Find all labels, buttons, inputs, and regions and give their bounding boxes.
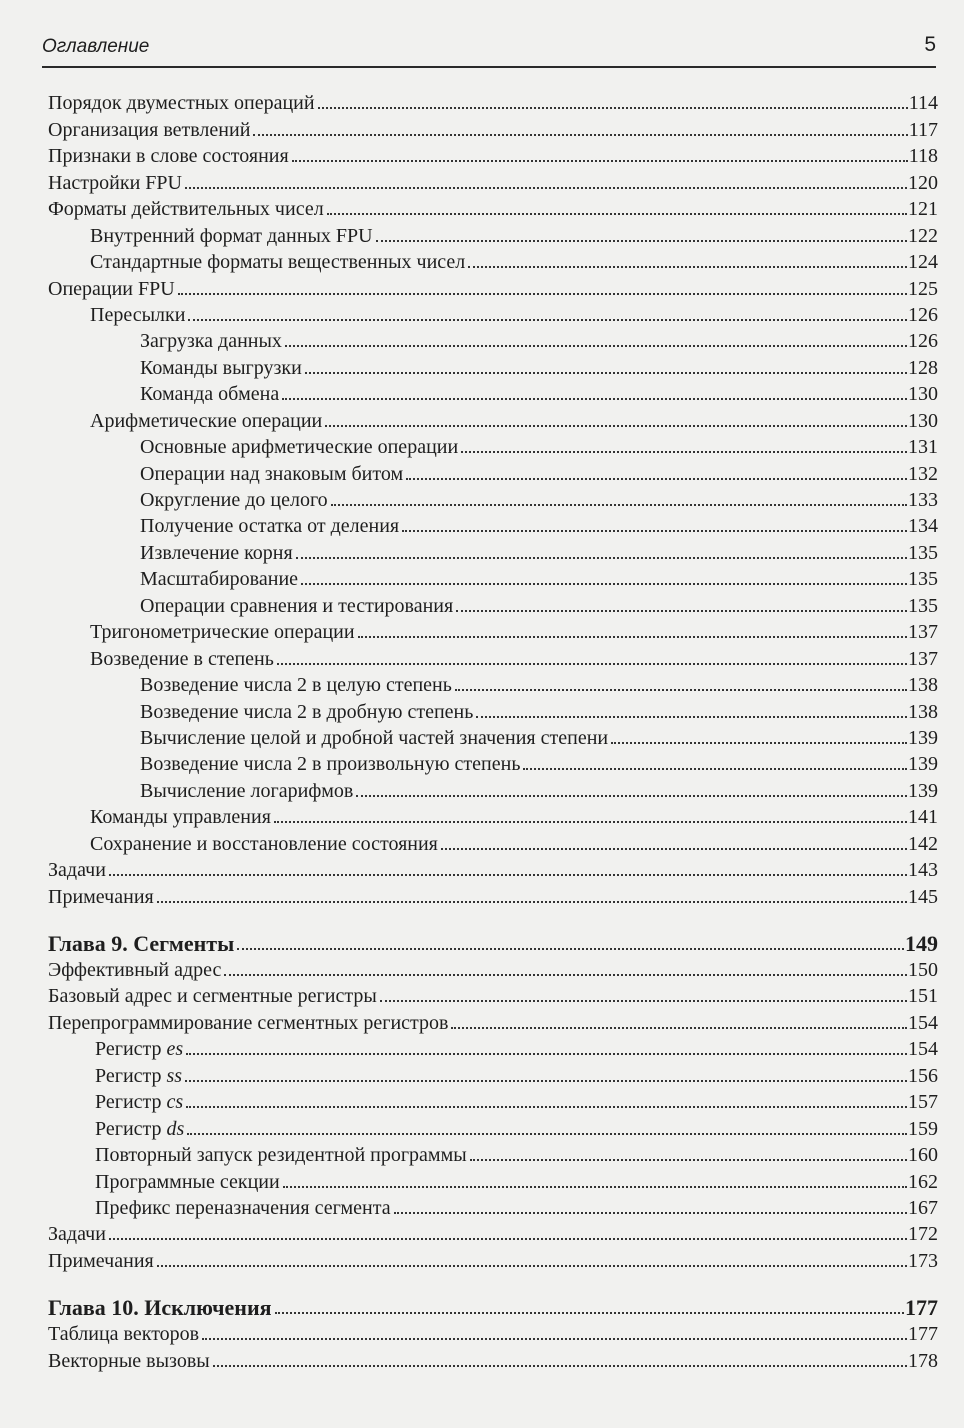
toc-entry-title	[95, 1091, 183, 1113]
toc-entry-title	[90, 833, 438, 855]
toc-entry-title	[95, 1197, 391, 1219]
toc-entry	[48, 300, 938, 326]
dot-leader	[253, 134, 907, 136]
toc-entry-title	[95, 1144, 467, 1166]
toc-entry	[48, 220, 938, 246]
toc-page-number: 120	[908, 171, 938, 194]
toc-entry-title	[48, 1250, 154, 1272]
toc-entry-title	[95, 1171, 280, 1193]
dot-leader	[325, 425, 907, 427]
dot-leader	[461, 451, 907, 453]
toc-page-number: 132	[908, 462, 938, 485]
toc-page-number: 154	[908, 1038, 938, 1061]
toc-entry-title	[90, 251, 465, 273]
toc-entry-title	[95, 1065, 182, 1087]
dot-leader	[470, 1159, 907, 1161]
toc-entry-title	[90, 648, 274, 670]
toc-entry	[48, 1219, 938, 1245]
toc-entry-label: Векторные вызовы	[48, 1349, 210, 1372]
toc-entry-title	[48, 198, 324, 220]
dot-leader	[331, 504, 907, 506]
toc-entry	[48, 273, 938, 299]
toc-entry	[48, 981, 938, 1007]
register-name: cs	[166, 1091, 184, 1114]
toc-entry-title	[48, 145, 289, 167]
dot-leader	[476, 716, 907, 718]
dot-leader	[406, 478, 907, 480]
toc-page-number: 167	[908, 1196, 938, 1219]
toc-chapter-entry	[48, 1291, 938, 1319]
toc-page-number: 124	[908, 251, 938, 274]
toc-entry-title	[140, 330, 282, 352]
toc-entry	[48, 379, 938, 405]
dot-leader	[109, 1238, 907, 1240]
toc-entry-title	[140, 463, 403, 485]
toc-entry-label: Округление до целого	[140, 489, 328, 511]
toc-entry-title	[48, 959, 221, 981]
toc-entry	[48, 1245, 938, 1271]
toc-entry-title	[90, 806, 271, 828]
toc-entry-label: Регистр	[95, 1091, 162, 1114]
dot-leader	[157, 901, 907, 903]
toc-page-number: 138	[908, 674, 938, 697]
running-header-title: Оглавление	[42, 36, 150, 57]
toc-page-number: 130	[908, 383, 938, 406]
toc-entry-title	[95, 1118, 184, 1140]
dot-leader	[285, 345, 907, 347]
dot-leader	[451, 1027, 907, 1029]
toc-page-number: 135	[908, 568, 938, 591]
toc-entry	[48, 643, 938, 669]
toc-entry-label: Регистр	[95, 1038, 162, 1061]
toc-entry-label: Префикс переназначения сегмента	[95, 1196, 391, 1219]
toc-entry-label: Возведение числа 2 в произвольную степень	[140, 753, 521, 776]
toc-entry-label: Команда обмена	[140, 383, 280, 406]
toc-page-number: 177	[908, 1323, 938, 1346]
toc-page-number: 135	[908, 594, 938, 617]
dot-leader	[611, 742, 907, 744]
toc-entry	[48, 432, 938, 458]
toc-entry-title	[48, 1012, 448, 1034]
toc-page-number: 125	[908, 277, 938, 300]
toc-entry-title	[140, 515, 399, 537]
register-name: ss	[166, 1064, 183, 1087]
toc-entry	[48, 828, 938, 854]
toc-entry-title	[48, 985, 377, 1007]
toc-entry	[48, 1007, 938, 1033]
dot-leader	[468, 266, 907, 268]
toc-entry-title	[90, 410, 322, 432]
toc-entry-label: Глава 9. Сегменты	[48, 930, 235, 956]
toc-page-number: 137	[908, 647, 938, 670]
toc-entry	[48, 617, 938, 643]
toc-entry-label: Сохранение и восстановление состояния	[90, 832, 438, 855]
toc-entry	[48, 458, 938, 484]
toc-entry-label: Задачи	[48, 1223, 106, 1246]
dot-leader	[224, 974, 907, 976]
toc-entry-title	[140, 436, 458, 458]
toc-page-number: 137	[908, 621, 938, 644]
page-number: 5	[924, 33, 936, 56]
toc-entry-label: Операции FPU	[48, 277, 175, 300]
toc-page-number: 128	[908, 356, 938, 379]
toc-entry-title	[48, 930, 235, 956]
dot-leader	[237, 948, 904, 950]
dot-leader	[394, 1212, 907, 1214]
toc-entry	[48, 88, 938, 114]
toc-page-number: 126	[908, 330, 938, 353]
toc-page-number: 156	[908, 1064, 938, 1087]
toc-page-number: 154	[908, 1011, 938, 1034]
toc-entry-title	[140, 780, 353, 802]
dot-leader	[301, 583, 907, 585]
toc-page-number: 149	[905, 930, 938, 956]
toc-entry	[48, 1034, 938, 1060]
toc-entry	[48, 1060, 938, 1086]
toc-entry-title	[140, 595, 453, 617]
dot-leader	[185, 187, 907, 189]
toc-entry	[48, 1140, 938, 1166]
dot-leader	[523, 768, 907, 770]
dot-leader	[358, 636, 907, 638]
toc-page-number: 151	[908, 985, 938, 1008]
toc-entry-label: Возведение числа 2 в дробную степень	[140, 700, 474, 723]
toc-page-number: 145	[908, 885, 938, 908]
toc-entry-title	[48, 1350, 210, 1372]
toc-entry-label: Таблица векторов	[48, 1323, 200, 1346]
toc-entry-label: Операции над знаковым битом	[140, 462, 404, 485]
dot-leader	[441, 848, 907, 850]
toc-entry	[48, 485, 938, 511]
register-name: ds	[166, 1117, 185, 1140]
toc-entry-label: Организация ветвлений	[48, 118, 251, 141]
toc-entry-label: Порядок двуместных операций	[48, 92, 315, 115]
toc-entry	[48, 1345, 938, 1371]
toc-entry-title	[48, 859, 106, 881]
toc-page-number: 143	[908, 859, 938, 882]
toc-entry	[48, 1166, 938, 1192]
toc-entry-title	[140, 383, 279, 405]
toc-page-number: 160	[908, 1144, 938, 1167]
toc-entry	[48, 405, 938, 431]
toc-page-number: 141	[908, 806, 938, 829]
toc-entry	[48, 194, 938, 220]
toc-entry	[48, 670, 938, 696]
dot-leader	[282, 398, 907, 400]
dot-leader	[305, 372, 907, 374]
toc-entry-title	[90, 225, 373, 247]
dot-leader	[327, 213, 907, 215]
toc-entry-label: Перепрограммирование сегментных регистров	[48, 1011, 449, 1034]
toc-entry-label: Программные секции	[95, 1170, 280, 1193]
toc-entry-label: Регистр	[95, 1117, 162, 1140]
toc-entry-label: Внутренний формат данных FPU	[90, 224, 373, 247]
toc-entry	[48, 723, 938, 749]
toc-entry-label: Арифметические операции	[90, 409, 323, 432]
toc-entry-title	[90, 304, 185, 326]
toc-page-number: 138	[908, 700, 938, 723]
toc-entry	[48, 749, 938, 775]
toc-entry-label: Форматы действительных чисел	[48, 198, 324, 221]
toc-entry-title	[48, 119, 250, 141]
dot-leader	[292, 160, 908, 162]
toc-entry	[48, 537, 938, 563]
toc-entry-label: Масштабирование	[140, 568, 299, 591]
toc-entry	[48, 881, 938, 907]
toc-entry-title	[95, 1038, 183, 1060]
toc-entry-label: Возведение в степень	[90, 647, 274, 670]
toc-page-number: 177	[905, 1294, 938, 1320]
toc-entry-label: Настройки FPU	[48, 171, 182, 194]
toc-entry-label: Загрузка данных	[140, 330, 282, 353]
toc-page-number: 162	[908, 1170, 938, 1193]
register-name: es	[166, 1038, 184, 1061]
toc-page-number: 178	[908, 1349, 938, 1372]
dot-leader	[456, 610, 907, 612]
toc-entry-label: Извлечение корня	[140, 541, 293, 564]
toc-entry-title	[48, 92, 315, 114]
toc-entry	[48, 564, 938, 590]
dot-leader	[188, 319, 907, 321]
toc-entry-label: Глава 10. Исключения	[48, 1294, 272, 1320]
toc-entry-label: Команды управления	[90, 806, 271, 829]
toc-entry-label: Признаки в слове состояния	[48, 145, 289, 168]
toc-entry	[48, 855, 938, 881]
toc-entry-title	[140, 568, 298, 590]
dot-leader	[283, 1186, 907, 1188]
toc-entry	[48, 1193, 938, 1219]
toc-page-number: 130	[908, 409, 938, 432]
dot-leader	[376, 240, 907, 242]
toc-page-number: 139	[908, 779, 938, 802]
toc-chapter-entry	[48, 927, 938, 955]
toc-entry-title	[48, 1294, 272, 1320]
toc-entry	[48, 247, 938, 273]
dot-leader	[274, 821, 907, 823]
dot-leader	[213, 1365, 907, 1367]
toc-entry	[48, 1319, 938, 1345]
toc-entry-label: Примечания	[48, 1249, 154, 1272]
dot-leader	[185, 1080, 907, 1082]
toc-entry-label: Вычисление целой и дробной частей значения степени	[140, 726, 609, 749]
toc-entry	[48, 352, 938, 378]
toc-page-number: 117	[908, 118, 938, 141]
toc-entry-label: Примечания	[48, 885, 154, 908]
dot-leader	[318, 107, 908, 109]
dot-leader	[178, 293, 907, 295]
dot-leader	[186, 1106, 907, 1108]
toc-entry-label: Получение остатка от деления	[140, 515, 400, 538]
toc-page-number: 131	[908, 436, 938, 459]
toc-entry-title	[140, 357, 302, 379]
toc-entry	[48, 590, 938, 616]
toc-entry-label: Тригонометрические операции	[90, 621, 355, 644]
toc-page-number: 172	[908, 1223, 938, 1246]
toc-entry-label: Операции сравнения и тестирования	[140, 594, 454, 617]
toc-entry	[48, 141, 938, 167]
toc-page-number: 139	[908, 726, 938, 749]
toc-entry-title	[140, 542, 293, 564]
toc-entry-title	[140, 701, 473, 723]
toc-page-number: 135	[908, 541, 938, 564]
toc-page-number: 159	[908, 1117, 938, 1140]
toc-entry-title	[140, 727, 608, 749]
toc-entry	[48, 1087, 938, 1113]
toc-entry-label: Эффективный адрес	[48, 959, 222, 981]
toc-entry-label: Базовый адрес и сегментные регистры	[48, 985, 377, 1008]
running-header	[42, 32, 936, 68]
dot-leader	[187, 1133, 907, 1135]
dot-leader	[455, 689, 907, 691]
toc-page-number: 121	[908, 198, 938, 221]
toc-entry-label: Регистр	[95, 1064, 162, 1087]
toc-entry-title	[48, 172, 182, 194]
dot-leader	[296, 557, 907, 559]
toc-entry	[48, 1113, 938, 1139]
toc-entry-label: Основные арифметические операции	[140, 436, 459, 459]
toc-entry-title	[48, 278, 175, 300]
dot-leader	[202, 1338, 907, 1340]
toc-page-number: 118	[908, 145, 938, 168]
toc-entry-label: Возведение числа 2 в целую степень	[140, 674, 452, 697]
toc-entry	[48, 326, 938, 352]
toc-page-number: 173	[908, 1249, 938, 1272]
toc-page-number: 134	[908, 515, 938, 538]
dot-leader	[186, 1053, 907, 1055]
toc-entry	[48, 955, 938, 981]
toc-entry-title	[48, 886, 154, 908]
toc-page-number: 114	[908, 92, 938, 115]
dot-leader	[356, 795, 907, 797]
toc-entry	[48, 802, 938, 828]
toc-entry	[48, 167, 938, 193]
toc-page-number: 150	[908, 959, 938, 981]
toc-page-number: 139	[908, 753, 938, 776]
toc-entry-title	[140, 753, 520, 775]
dot-leader	[109, 874, 907, 876]
dot-leader	[157, 1265, 907, 1267]
dot-leader	[402, 530, 907, 532]
toc-entry	[48, 775, 938, 801]
toc-entry-label: Стандартные форматы вещественных чисел	[90, 251, 466, 274]
toc-page-number: 133	[908, 489, 938, 511]
toc-entry-title	[48, 1323, 199, 1345]
toc-entry-label: Задачи	[48, 859, 106, 882]
dot-leader	[275, 1312, 904, 1314]
toc-entry	[48, 696, 938, 722]
dot-leader	[380, 1000, 907, 1002]
toc-entry-label: Повторный запуск резидентной программы	[95, 1144, 467, 1167]
toc-entry	[48, 511, 938, 537]
dot-leader	[277, 663, 907, 665]
toc-page-number: 142	[908, 832, 938, 855]
toc-entry-title	[140, 489, 328, 511]
toc-entry-label: Вычисление логарифмов	[140, 779, 354, 802]
toc-page-number: 122	[908, 224, 938, 247]
toc-entry-label: Команды выгрузки	[140, 356, 302, 379]
toc-entry-title	[90, 621, 355, 643]
toc-page-number: 126	[908, 303, 938, 326]
toc-entry-title	[48, 1223, 106, 1245]
toc-page-number: 157	[908, 1091, 938, 1114]
table-of-contents	[48, 88, 938, 1372]
toc-entry-label: Пересылки	[90, 303, 186, 326]
toc-entry	[48, 114, 938, 140]
toc-entry-title	[140, 674, 452, 696]
